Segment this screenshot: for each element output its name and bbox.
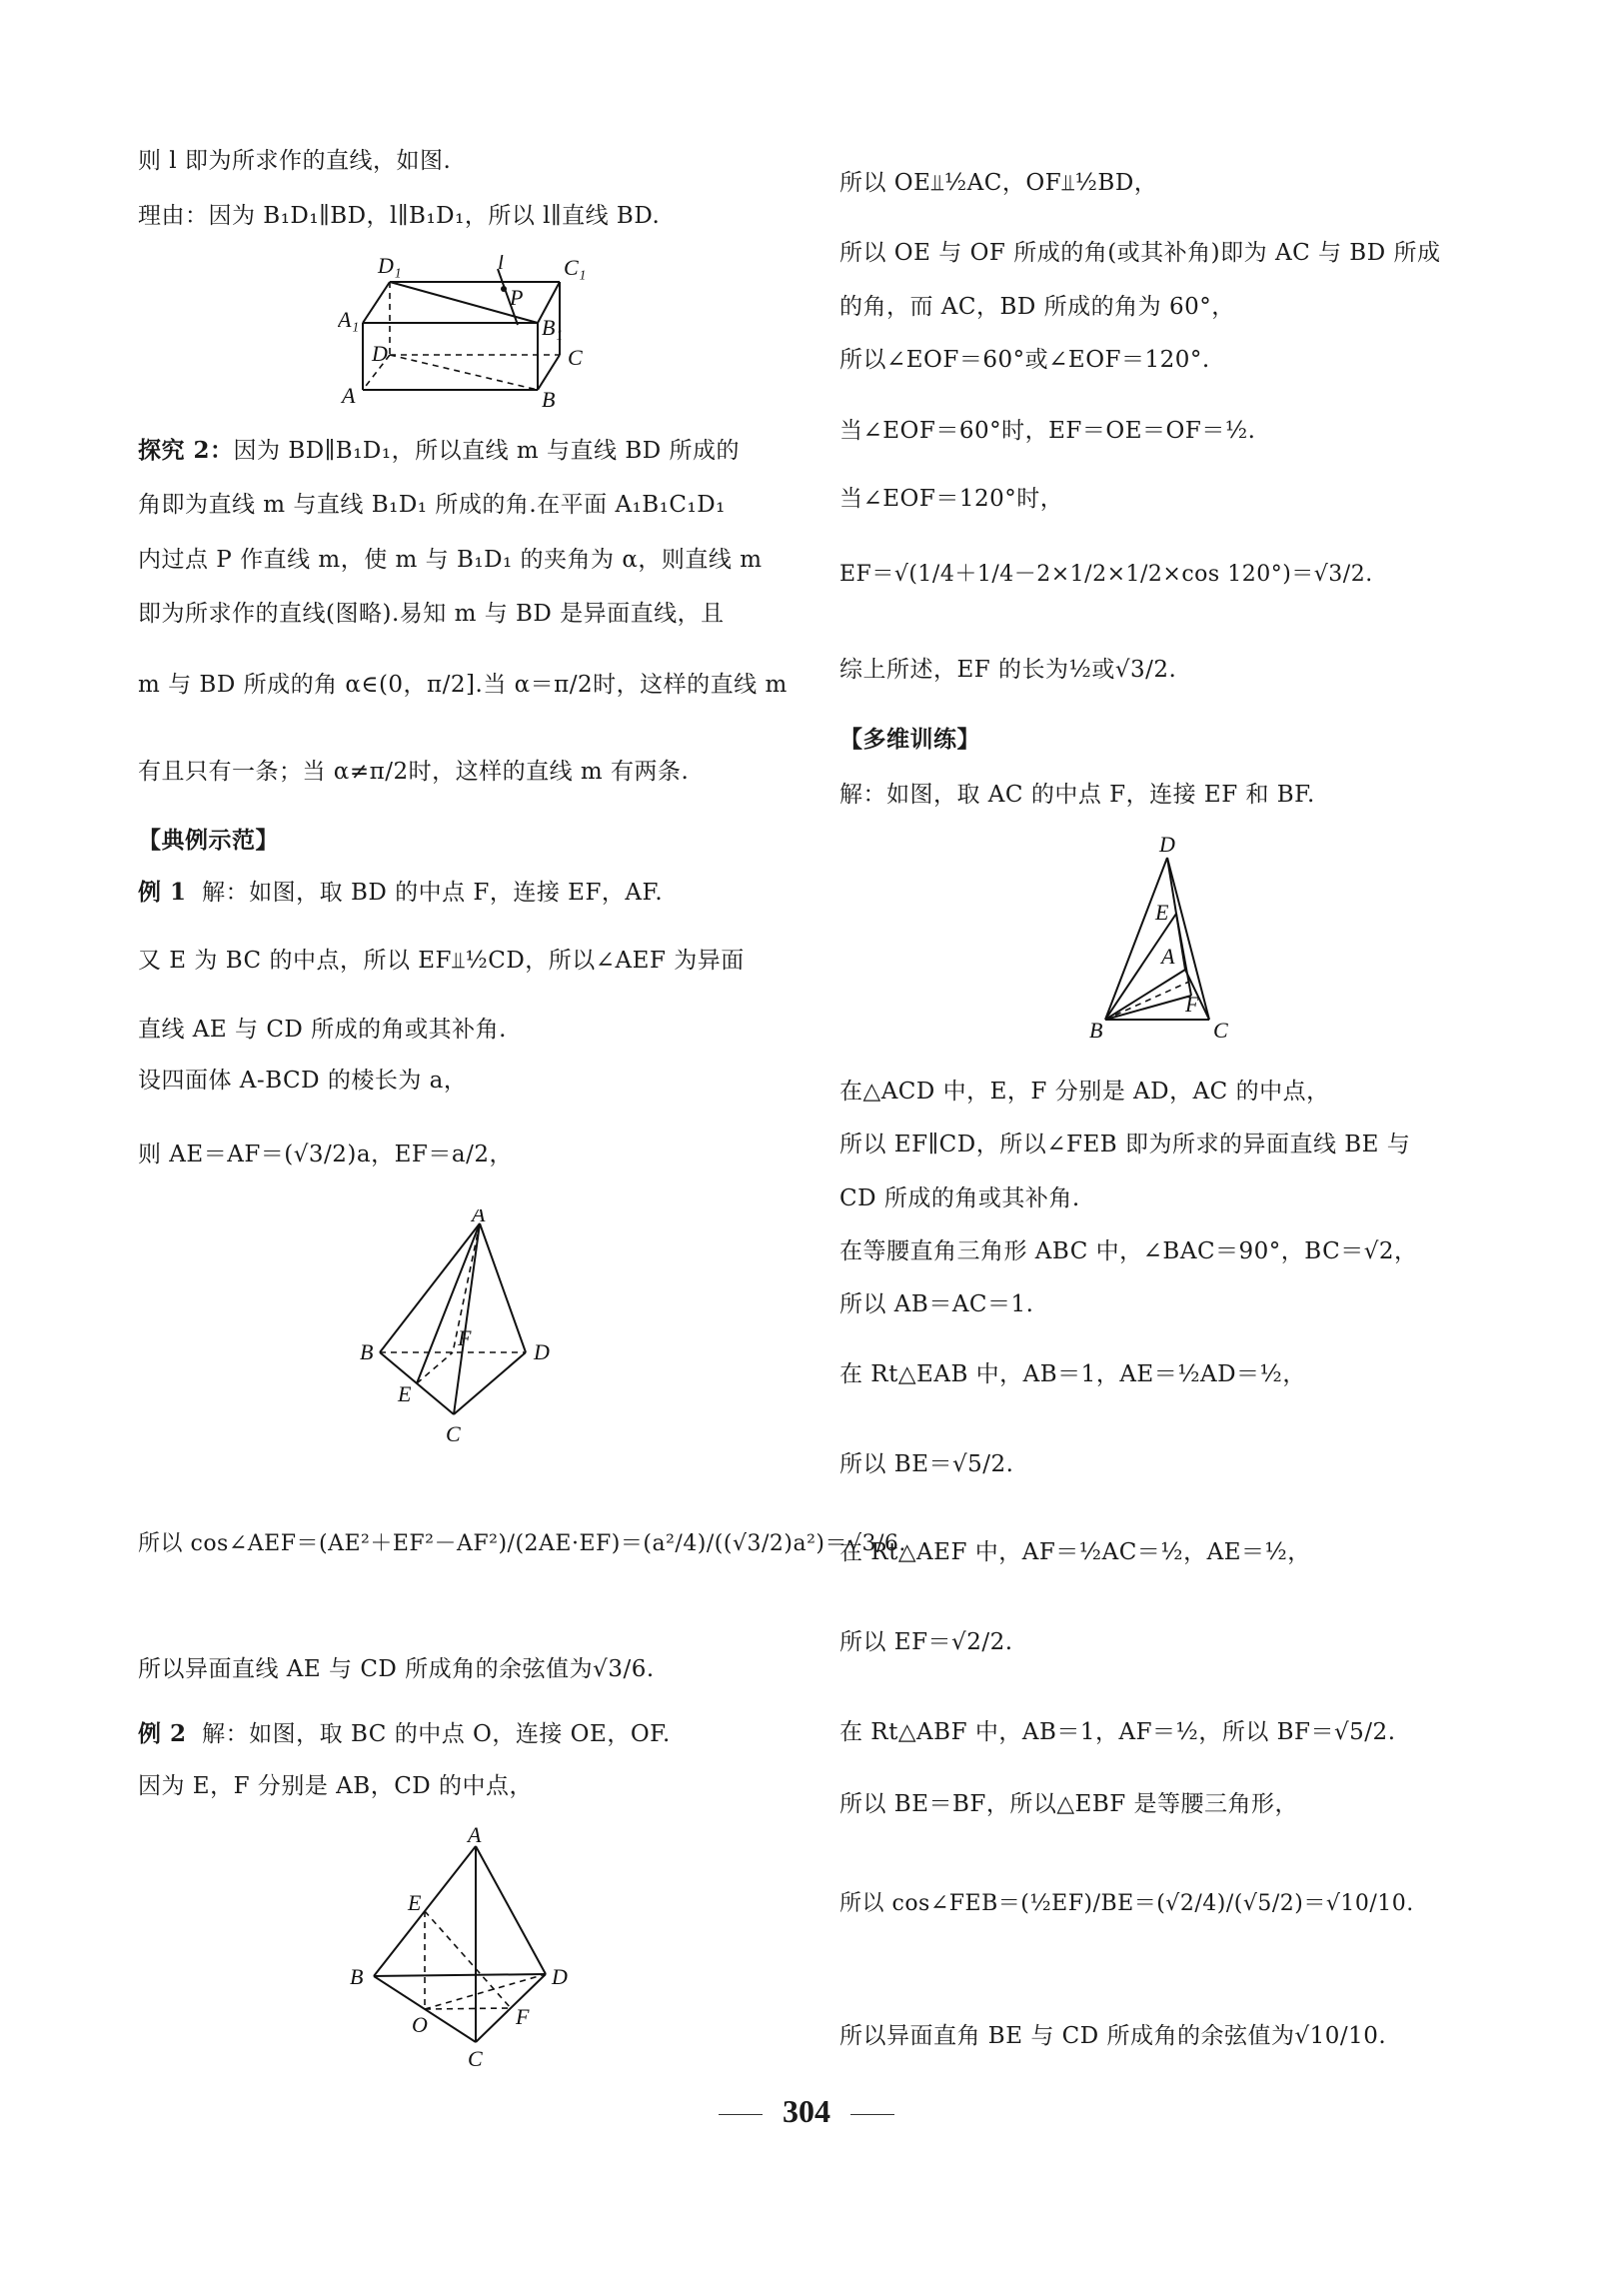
label-F: F xyxy=(516,2004,530,2029)
text-line: 解：如图，取 AC 的中点 F，连接 EF 和 BF. xyxy=(839,782,1315,808)
text-line: 所以 BE＝BF，所以△EBF 是等腰三角形， xyxy=(839,1791,1299,1817)
text-line: 又 E 为 BC 的中点，所以 EF⫫½CD，所以∠AEF 为异面 xyxy=(138,948,745,974)
text-line: 因为 E，F 分别是 AB，CD 的中点， xyxy=(138,1773,534,1799)
text-line: 的角，而 AC，BD 所成的角为 60°， xyxy=(839,294,1235,320)
label-D: D xyxy=(552,1964,568,1989)
text-line: 在 Rt△EAB 中，AB＝1，AE＝½AD＝½， xyxy=(839,1361,1306,1387)
example-2-label: 例 2 xyxy=(138,1720,187,1747)
label-F: F xyxy=(458,1325,472,1350)
label-E: E xyxy=(1155,900,1169,925)
text-line: m 与 BD 所成的角 α∈(0，π/2].当 α＝π/2时，这样的直线 m xyxy=(138,672,788,698)
text-span: 解：如图，取 BD 的中点 F，连接 EF，AF. xyxy=(202,880,664,906)
label-D: D xyxy=(1159,832,1175,857)
dash-left xyxy=(719,2114,763,2115)
label-D: D xyxy=(372,341,388,366)
label-B1: B₁ xyxy=(542,315,564,340)
label-A: A xyxy=(472,1209,486,1226)
label-B: B xyxy=(542,387,556,412)
text-line: 则 l 即为所求作的直线，如图. xyxy=(138,148,452,174)
text-line: 在△ACD 中，E，F 分别是 AD，AC 的中点， xyxy=(839,1079,1330,1105)
label-C: C xyxy=(446,1421,461,1446)
label-D: D xyxy=(534,1339,550,1364)
text-line: 有且只有一条；当 α≠π/2时，这样的直线 m 有两条. xyxy=(138,759,690,785)
label-O: O xyxy=(412,2012,428,2037)
text-line: 所以 OE 与 OF 所成的角(或其补角)即为 AC 与 BD 所成 xyxy=(839,240,1441,266)
text-line: CD 所成的角或其补角. xyxy=(839,1185,1080,1211)
text-line: 当∠EOF＝60°时，EF＝OE＝OF＝½. xyxy=(839,418,1256,444)
label-B: B xyxy=(360,1339,374,1364)
dash-right xyxy=(850,2114,894,2115)
text-line: 所以 EF＝√2/2. xyxy=(839,1629,1013,1655)
equation-line: EF＝√(1/4＋1/4－2×1/2×1/2×cos 120°)＝√3/2. xyxy=(839,562,1373,587)
text-line: 所以 OE⫫½AC，OF⫫½BD， xyxy=(839,170,1158,196)
example-1-line xyxy=(138,878,663,908)
label-A: A xyxy=(1161,944,1175,969)
equation-line: 所以 cos∠AEF＝(AE²＋EF²－AF²)/(2AE·EF)＝(a²/4)/((√3/2)a²)＝√3/6. xyxy=(138,1531,906,1556)
label-D1: D₁ xyxy=(378,255,402,278)
prism-figure xyxy=(338,255,738,420)
section-heading: 【典例示范】 xyxy=(138,827,279,854)
text-line: 内过点 P 作直线 m，使 m 与 B₁D₁ 的夹角为 α，则直线 m xyxy=(138,547,763,573)
label-C: C xyxy=(468,2046,483,2071)
label-P: P xyxy=(510,285,524,310)
label-C: C xyxy=(1213,1018,1228,1043)
label-A1: A₁ xyxy=(338,307,360,332)
equation-line: 所以 cos∠FEB＝(½EF)/BE＝(√2/4)/(√5/2)＝√10/10. xyxy=(839,1891,1414,1916)
page-number-text: 304 xyxy=(783,2093,830,2129)
label-C1: C₁ xyxy=(564,255,587,280)
tetrahedron-figure-1 xyxy=(358,1209,578,1449)
explore-label: 探究 2： xyxy=(138,437,234,464)
text-line: 角即为直线 m 与直线 B₁D₁ 所成的角.在平面 A₁B₁C₁D₁ xyxy=(138,492,726,518)
tetrahedron-figure-3 xyxy=(1089,830,1289,1050)
label-B: B xyxy=(1089,1018,1103,1043)
section-heading: 【多维训练】 xyxy=(839,726,980,753)
text-line: 理由：因为 B₁D₁∥BD，l∥B₁D₁，所以 l∥直线 BD. xyxy=(138,203,661,229)
text-line: 在等腰直角三角形 ABC 中，∠BAC＝90°，BC＝√2， xyxy=(839,1238,1418,1264)
label-E: E xyxy=(398,1381,412,1406)
text-span: 解：如图，取 BC 的中点 O，连接 OE，OF. xyxy=(202,1721,671,1747)
text-line: 所以∠EOF＝60°或∠EOF＝120°. xyxy=(839,347,1210,373)
text-line: 所以异面直线 AE 与 CD 所成角的余弦值为√3/6. xyxy=(138,1656,655,1682)
text-line: 所以 BE＝√5/2. xyxy=(839,1451,1014,1477)
text-line: 所以 EF∥CD，所以∠FEB 即为所求的异面直线 BE 与 xyxy=(839,1132,1411,1157)
text-line: 综上所述，EF 的长为½或√3/2. xyxy=(839,657,1177,683)
text-line: 在 Rt△ABF 中，AB＝1，AF＝½，所以 BF＝√5/2. xyxy=(839,1719,1396,1745)
example-1-label: 例 1 xyxy=(138,879,187,906)
text-line: 所以异面直角 BE 与 CD 所成角的余弦值为√10/10. xyxy=(839,2023,1387,2049)
label-B: B xyxy=(350,1964,364,1989)
text-line: 即为所求作的直线(图略).易知 m 与 BD 是异面直线，且 xyxy=(138,601,725,627)
text-span: 因为 BD∥B₁D₁，所以直线 m 与直线 BD 所成的 xyxy=(233,438,740,464)
page-number xyxy=(0,2091,1613,2131)
text-line: 当∠EOF＝120°时， xyxy=(839,486,1064,512)
label-E: E xyxy=(408,1890,422,1915)
text-line: 设四面体 A-BCD 的棱长为 a， xyxy=(138,1068,468,1094)
text-line: 直线 AE 与 CD 所成的角或其补角. xyxy=(138,1017,507,1043)
text-line: 所以 AB＝AC＝1. xyxy=(839,1291,1034,1317)
explore-line xyxy=(138,436,740,466)
label-C: C xyxy=(568,345,583,370)
label-F: F xyxy=(1185,992,1199,1017)
text-line: 则 AE＝AF＝(√3/2)a，EF＝a/2， xyxy=(138,1142,513,1167)
label-A: A xyxy=(468,1824,482,1847)
tetrahedron-figure-2 xyxy=(348,1824,598,2074)
label-l: l xyxy=(498,255,505,274)
label-A: A xyxy=(342,383,356,408)
example-2-line xyxy=(138,1719,671,1749)
text-line: 在 Rt△AEF 中，AF＝½AC＝½，AE＝½， xyxy=(839,1539,1311,1565)
